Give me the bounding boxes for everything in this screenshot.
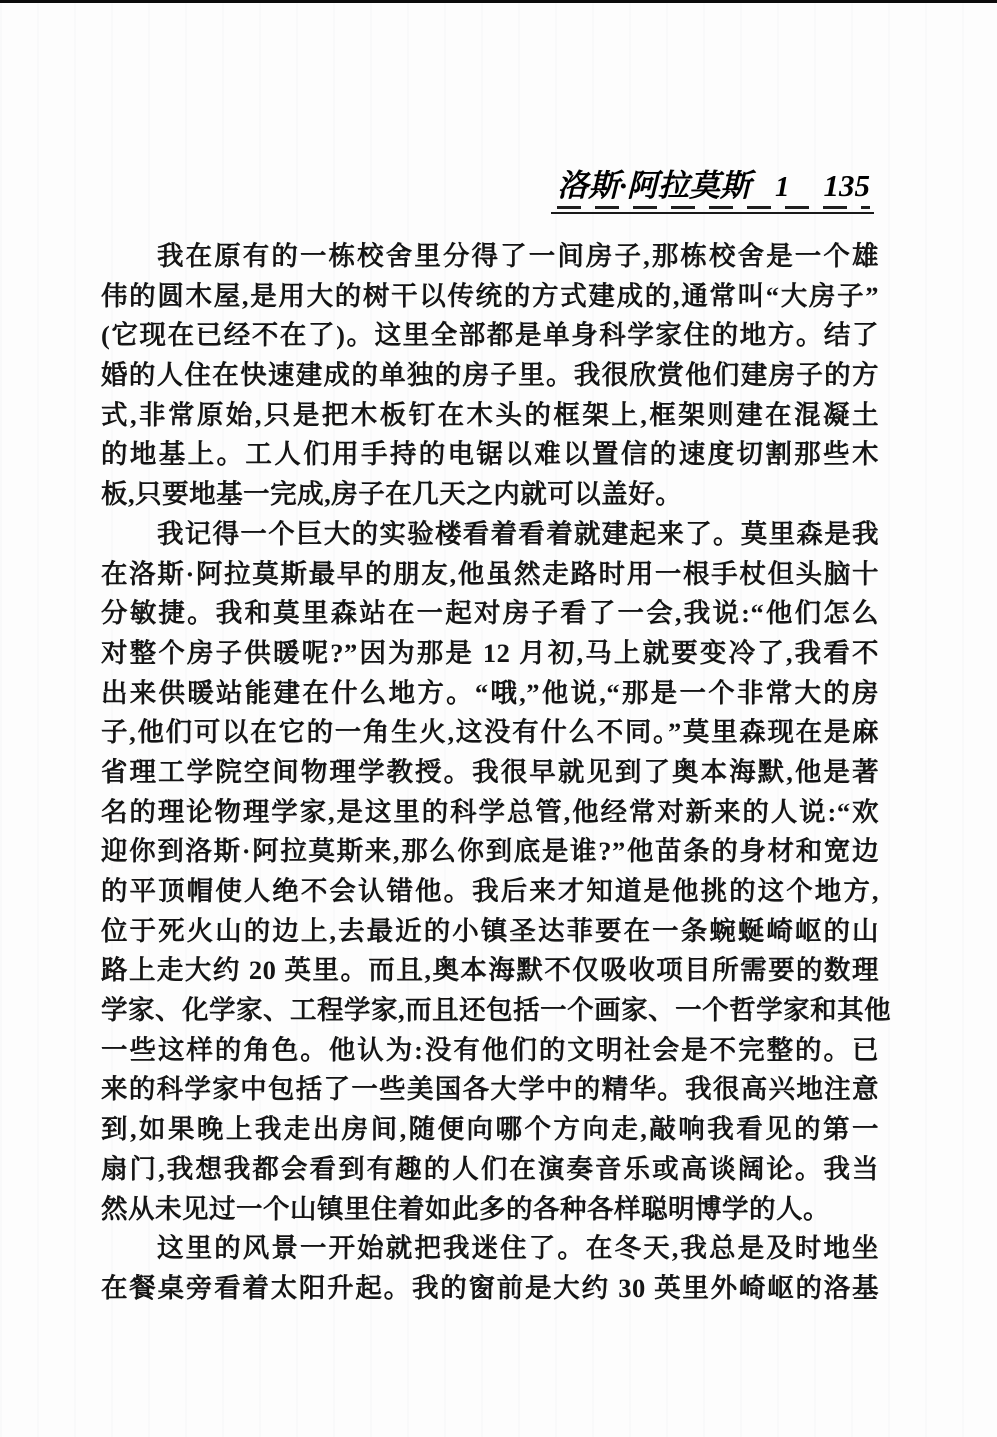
text-line: 在洛斯·阿拉莫斯最早的朋友,他虽然走路时用一根手杖但头脑十 — [101, 558, 879, 589]
text-line: 位于死火山的边上,去最近的小镇圣达菲要在一条蜿蜒崎岖的山 — [101, 915, 879, 946]
text-line: (它现在已经不在了)。这里全部都是单身科学家住的地方。结了 — [101, 320, 879, 351]
body-text-column — [101, 237, 892, 1309]
text-line: 到,如果晚上我走出房间,随便向哪个方向走,敲响我看见的第一 — [101, 1114, 879, 1145]
text-line: 我在原有的一栋校舍里分得了一间房子,那栋校舍是一个雄 — [157, 241, 879, 271]
page-number: 135 — [823, 168, 870, 203]
text-line: 省理工学院空间物理学教授。我很早就见到了奥本海默,他是著 — [101, 756, 879, 787]
text-line: 式,非常原始,只是把木板钉在木头的框架上,框架则建在混凝土 — [101, 399, 879, 430]
text-line: 扇门,我想我都会看到有趣的人们在演奏音乐或高谈阔论。我当 — [101, 1153, 879, 1184]
text-line: 学家、化学家、工程学家,而且还包括一个画家、一个哲学家和其他 — [101, 995, 892, 1026]
text-line: 伟的圆木屋,是用大的树干以传统的方式建成的,通常叫“大房子” — [101, 280, 879, 311]
text-line: 名的理论物理学家,是这里的科学总管,他经常对新来的人说:“欢 — [101, 796, 879, 827]
text-line: 我记得一个巨大的实验楼看着看着就建起来了。莫里森是我 — [157, 518, 879, 549]
text-line: 分敏捷。我和莫里森站在一起对房子看了一会,我说:“他们怎么 — [101, 598, 879, 629]
running-header-text — [551, 168, 874, 214]
text-line: 路上走大约 20 英里。而且,奥本海默不仅吸收项目所需要的数理 — [101, 955, 879, 986]
text-line: 这里的风景一开始就把我迷住了。在冬天,我总是及时地坐 — [157, 1233, 879, 1264]
text-line: 的地基上。工人们用手持的电锯以难以置信的速度切割那些木 — [101, 439, 879, 470]
text-line: 来的科学家中包括了一些美国各大学中的精华。我很高兴地注意 — [101, 1074, 879, 1105]
chapter-number: 1 — [775, 171, 790, 203]
text-line: 对整个房子供暖呢?”因为那是 12 月初,马上就要变冷了,我看不 — [101, 637, 879, 668]
text-line: 的平顶帽使人绝不会认错他。我后来才知道是他挑的这个地方, — [101, 876, 879, 906]
header-underline-dashes — [557, 206, 870, 209]
scan-artifact-top-bar — [0, 0, 997, 3]
chapter-title: 洛斯·阿拉莫斯 — [557, 168, 751, 203]
text-line: 迎你到洛斯·阿拉莫斯来,那么你到底是谁?”他苗条的身材和宽边 — [101, 836, 879, 867]
text-line: 然从未见过一个山镇里住着如此多的各种各样聪明博学的人。 — [101, 1193, 830, 1224]
text-line: 一些这样的角色。他认为:没有他们的文明社会是不完整的。已 — [101, 1034, 879, 1065]
text-line: 婚的人住在快速建成的单独的房子里。我很欣赏他们建房子的方 — [101, 360, 879, 391]
text-line: 子,他们可以在它的一角生火,这没有什么不同。”莫里森现在是麻 — [101, 717, 879, 748]
text-line: 板,只要地基一完成,房子在几天之内就可以盖好。 — [101, 479, 683, 510]
text-line: 出来供暖站能建在什么地方。“哦,”他说,“那是一个非常大的房 — [101, 677, 879, 708]
running-header — [551, 168, 874, 214]
text-line: 在餐桌旁看着太阳升起。我的窗前是大约 30 英里外崎岖的洛基 — [101, 1272, 879, 1303]
